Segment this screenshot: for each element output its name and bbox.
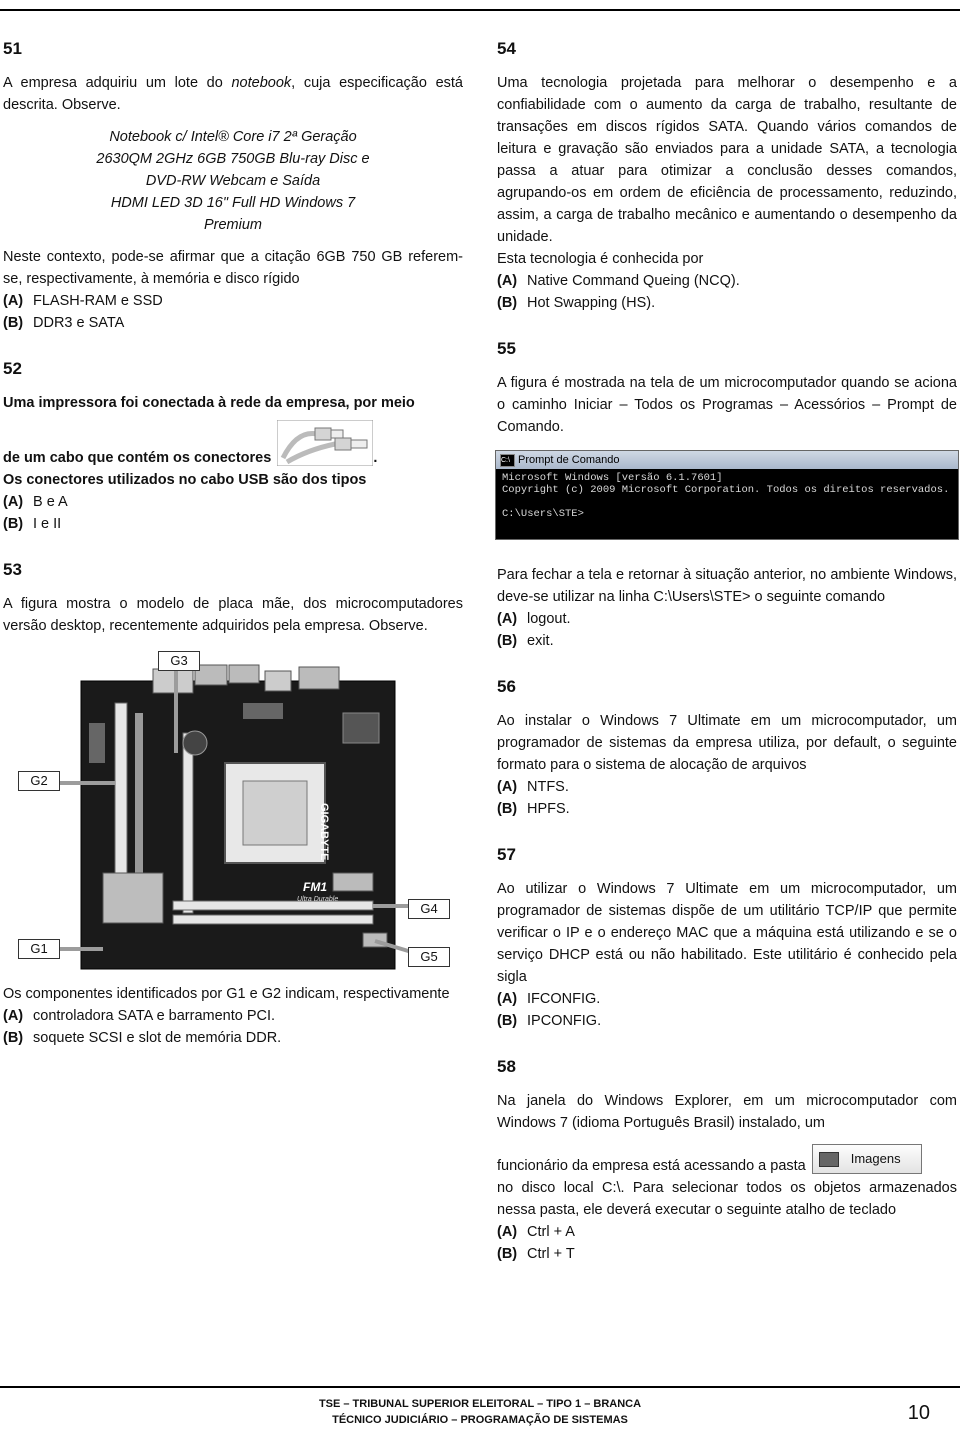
question-52-line1: Uma impressora foi conectada à rede da empresa, por meio (3, 395, 415, 411)
question-51-intro: A empresa adquiriu um lote do notebook, cuja especificação está descrita. Observe. (3, 75, 463, 113)
cmd-titlebar (496, 451, 958, 469)
bottom-rule (0, 1386, 960, 1388)
question-52-option-a[interactable]: (A) B e A (3, 494, 68, 510)
question-58-option-a[interactable]: (A) Ctrl + A (497, 1224, 575, 1240)
question-53-number: 53 (3, 560, 22, 579)
question-55-number: 55 (497, 339, 516, 358)
board-sub: Ultra Durable (297, 896, 339, 903)
question-58-option-b[interactable]: (B) Ctrl + T (497, 1246, 575, 1262)
cmd-line: Copyright (c) 2009 Microsoft Corporation. Todos os direitos reservados. (502, 484, 950, 496)
question-53-question: Os componentes identificados por G1 e G2 indicam, respectivamente (3, 986, 450, 1002)
question-51-stem: Neste contexto, pode-se afirmar que a citação 6GB 750 GB referem-se, respectivamente, à memória e disco rígido (3, 249, 463, 287)
question-51-option-b[interactable]: (B) DDR3 e SATA (3, 315, 125, 331)
command-prompt-window (495, 450, 959, 540)
footer-line2: TÉCNICO JUDICIÁRIO – PROGRAMAÇÃO DE SISTEMAS (332, 1414, 628, 1426)
question-54-question: Esta tecnologia é conhecida por (497, 251, 704, 267)
cmd-title: Prompt de Comando (518, 454, 620, 466)
question-56-stem: Ao instalar o Windows 7 Ultimate em um microcomputador, um programador de sistemas da empresa utiliza, por default, o seguinte formato para o sistema de alocação de arquivos (497, 713, 957, 773)
notebook-spec (3, 126, 463, 236)
question-51-number: 51 (3, 39, 22, 58)
question-52-stem: Os conectores utilizados no cabo USB são dos tipos (3, 472, 367, 488)
cmd-output (496, 469, 958, 523)
question-56-number: 56 (497, 677, 516, 696)
left-column (3, 14, 463, 1049)
question-57-stem: Ao utilizar o Windows 7 Ultimate em um microcomputador, um programador de sistemas dispõe de um utilitário TCP/IP que permite verificar o IP e o endereço MAC que a máquina está utilizando e se o serviço DHCP está ou não habilitado. Este utilitário é conhecido pela sigla (497, 881, 957, 985)
question-57-option-a[interactable]: (A) IFCONFIG. (497, 991, 601, 1007)
question-54-option-a[interactable]: (A) Native Command Queing (NCQ). (497, 273, 740, 289)
imagens-folder-button (812, 1144, 922, 1174)
question-58-stem2: funcionário da empresa está acessando a pasta Imagens (497, 1144, 957, 1177)
question-54-option-b[interactable]: (B) Hot Swapping (HS). (497, 295, 656, 311)
cmd-prompt-line: C:\Users\STE> (502, 508, 584, 520)
question-52-line2: de um cabo que contém os conectores . (3, 420, 463, 469)
motherboard-figure (3, 643, 463, 973)
question-54-stem: Uma tecnologia projetada para melhorar o desempenho e a confiabilidade com o aumento da carga de trabalho, resultante de transações em discos rígidos SATA. Quando vários comandos de leitura e gravação são enviados para a unidade SATA, a tecnologia passa a atuar para otimizar a conclusão desses comandos, agrupando-os em ordem de eficiência de processamento, reduzindo, assim, a carga de trabalho mecânico e aumentando o desempenho da unidade. (497, 75, 957, 245)
label-g1: G1 (18, 939, 60, 959)
spec-line: HDMI LED 3D 16" Full HD Windows 7 (110, 195, 356, 211)
question-55-stem: A figura é mostrada na tela de um microcomputador quando se aciona o caminho Iniciar – Todos os Programas – Acessórios – Prompt de Comando. (497, 375, 957, 435)
question-54-number: 54 (497, 39, 516, 58)
question-55-question: Para fechar a tela e retornar à situação anterior, no ambiente Windows, deve-se utilizar na linha C:\Users\STE> o seguinte comando (497, 567, 957, 605)
question-51-option-a[interactable]: (A) FLASH-RAM e SSD (3, 293, 163, 309)
spec-line: 2630QM 2GHz 6GB 750GB Blu-ray Disc e (96, 151, 370, 167)
question-53-option-b[interactable]: (B) soquete SCSI e slot de memória DDR. (3, 1030, 282, 1046)
question-53-option-a[interactable]: (A) controladora SATA e barramento PCI. (3, 1008, 276, 1024)
cmd-icon: C:\ (500, 454, 515, 467)
usb-cable-image (277, 420, 373, 466)
motherboard-image (3, 643, 463, 973)
question-53-stem: A figura mostra o modelo de placa mãe, dos microcomputadores versão desktop, recentemente adquiridos pela empresa. Observe. (3, 596, 463, 634)
question-58-stem3: no disco local C:\. Para selecionar todos os objetos armazenados nessa pasta, ele deverá executar o seguinte atalho de teclado (497, 1180, 957, 1218)
footer-line1: TSE – TRIBUNAL SUPERIOR ELEITORAL – TIPO 1 – BRANCA (318, 1398, 642, 1410)
question-58-stem1: Na janela do Windows Explorer, em um microcomputador com Windows 7 (idioma Português Brasil) instalado, um (497, 1093, 957, 1131)
question-55-option-b[interactable]: (B) exit. (497, 633, 554, 649)
board-model: FM1 (303, 880, 327, 894)
label-g5: G5 (408, 947, 450, 967)
question-58-number: 58 (497, 1057, 516, 1076)
label-g2: G2 (18, 771, 60, 791)
question-55-option-a[interactable]: (A) logout. (497, 611, 571, 627)
question-52-option-b[interactable]: (B) I e II (3, 516, 62, 532)
folder-icon (819, 1152, 839, 1167)
question-56-option-b[interactable]: (B) HPFS. (497, 801, 570, 817)
board-brand: GIGABYTE (318, 803, 330, 861)
spec-line: DVD-RW Webcam e Saída (145, 173, 321, 189)
folder-label: Imagens (850, 1151, 901, 1166)
label-g3: G3 (158, 651, 200, 671)
cmd-line (502, 496, 952, 508)
right-column (497, 14, 957, 1265)
spec-line: Premium (203, 217, 262, 233)
question-57-option-b[interactable]: (B) IPCONFIG. (497, 1013, 602, 1029)
question-57-number: 57 (497, 845, 516, 864)
page-number: 10 (907, 1402, 930, 1424)
question-56-option-a[interactable]: (A) NTFS. (497, 779, 569, 795)
spec-line: Notebook c/ Intel® Core i7 2ª Geração (109, 129, 357, 145)
top-rule (0, 9, 960, 11)
question-52-number: 52 (3, 359, 22, 378)
cmd-line: Microsoft Windows [versão 6.1.7601] (502, 472, 723, 484)
footer (0, 1396, 960, 1428)
label-g4: G4 (408, 899, 450, 919)
